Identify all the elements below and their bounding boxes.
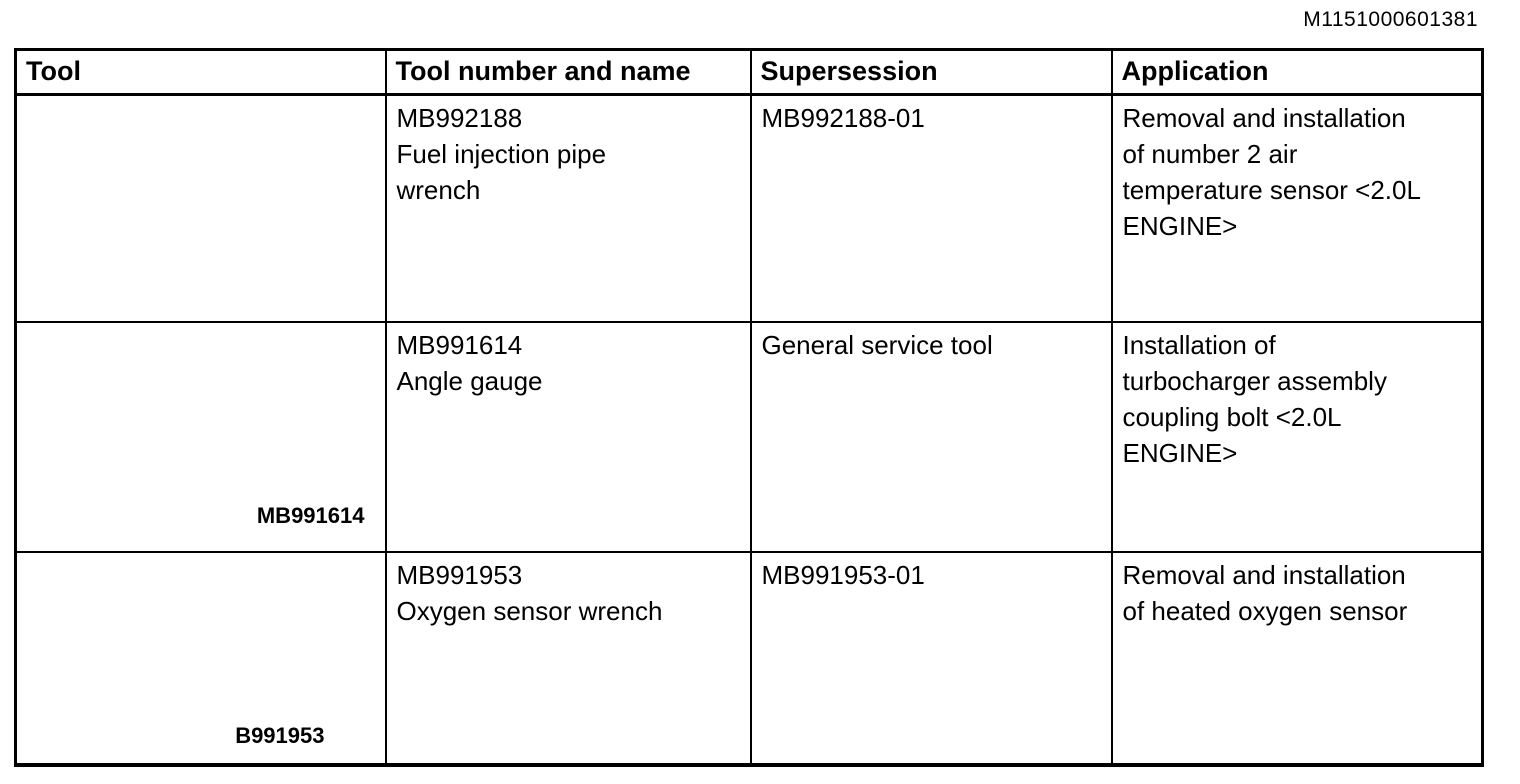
special-tools-table — [14, 48, 1484, 767]
tool-illustration-cell — [16, 95, 386, 322]
table-row — [16, 95, 1483, 322]
tool-number: MB991953 — [396, 559, 523, 590]
tool-number-name-cell — [386, 95, 751, 322]
document-id: M1151000601381 — [1303, 8, 1478, 31]
table-row — [16, 322, 1483, 552]
tool-name-line: Angle gauge — [396, 365, 543, 396]
application-line: ENGINE> — [1122, 211, 1238, 241]
application-cell — [1112, 322, 1483, 552]
tool-number: MB991614 — [396, 329, 523, 360]
application-line: Removal and installation — [1122, 103, 1406, 133]
application-cell — [1112, 552, 1483, 765]
col-header-application: Application — [1112, 50, 1483, 95]
col-header-tool: Tool — [16, 50, 386, 95]
supersession-value: MB992188-01 — [761, 103, 925, 133]
application-line: Installation of — [1122, 329, 1276, 360]
tool-name-line: wrench — [396, 175, 481, 205]
tool-number-name-cell — [386, 322, 751, 552]
table-row — [16, 552, 1483, 765]
application-line: turbocharger assembly — [1122, 365, 1387, 396]
tool-number: MB992188 — [396, 103, 523, 133]
application-line: temperature sensor <2.0L — [1122, 175, 1421, 205]
application-line: coupling bolt <2.0L — [1122, 401, 1342, 432]
tool-illustration-cell — [16, 552, 386, 765]
supersession-value: MB991953-01 — [761, 559, 925, 590]
tool-name-line: Oxygen sensor wrench — [396, 595, 663, 626]
header-row — [16, 50, 1483, 95]
tool-illustration-cell — [16, 322, 386, 552]
illustration-label: MB991614 — [256, 502, 365, 528]
application-line: ENGINE> — [1122, 437, 1238, 468]
application-line: of number 2 air — [1122, 139, 1298, 169]
application-line: Removal and installation — [1122, 559, 1406, 590]
supersession-cell — [751, 95, 1112, 322]
application-cell — [1112, 95, 1483, 322]
application-line: of heated oxygen sensor — [1122, 595, 1408, 626]
col-header-supersession: Supersession — [751, 50, 1112, 95]
illustration-label: B991953 — [235, 722, 325, 748]
col-header-tool-number-name: Tool number and name — [386, 50, 751, 95]
supersession-cell — [751, 322, 1112, 552]
tool-name-line: Fuel injection pipe — [396, 139, 607, 169]
supersession-cell — [751, 552, 1112, 765]
supersession-value: General service tool — [761, 329, 993, 360]
tool-number-name-cell — [386, 552, 751, 765]
